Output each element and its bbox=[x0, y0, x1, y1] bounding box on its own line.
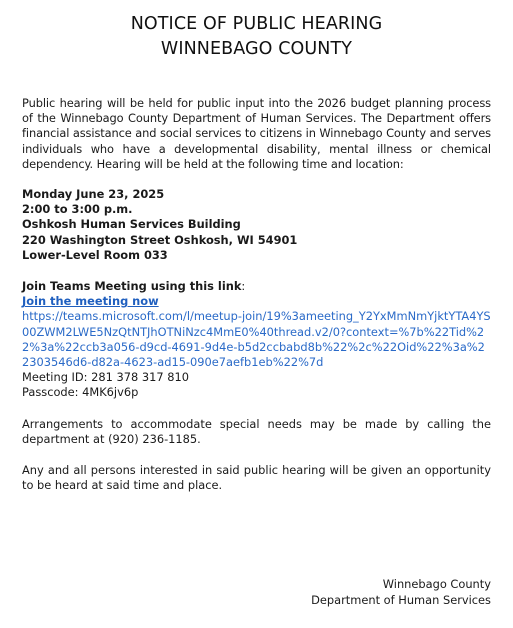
event-time: 2:00 to 3:00 p.m. bbox=[22, 202, 133, 217]
event-building: Oshkosh Human Services Building bbox=[22, 217, 241, 232]
closing-paragraph: Any and all persons interested in said public hearing will be given an opportunity to be heard at said time and place. bbox=[22, 463, 491, 493]
notice-page bbox=[22, 12, 491, 493]
title-line-1: NOTICE OF PUBLIC HEARING bbox=[130, 14, 383, 34]
teams-url-link[interactable]: https://teams.microsoft.com/l/meetup-join/19%3ameeting_Y2YxMmNmYjktYTA4YS00ZWM2LWE5NzQtNTJhOTNiNzc4MmE0%40thread.v2/0?context=%7b%22Tid%22%3a%22ccb3a056-d9cd-4691-9d4e-b5d2ccbabd8b%22%2c%22Oid%22%3a%22303546d6-d82a-4623-ad15-090e7aefb1eb%22%7d bbox=[22, 309, 491, 370]
signature-line-2: Department of Human Services bbox=[311, 593, 491, 607]
event-room: Lower-Level Room 033 bbox=[22, 247, 168, 262]
signature-block bbox=[311, 576, 491, 608]
intro-paragraph: Public hearing will be held for public input into the 2026 budget planning process of the Winnebago County Department of Human Services. The Department offers financial assistance and social services to citizens in Winnebago County and serves individuals who have a developmental disability, mental illness or chemical dependency. Hearing will be held at the following time and location: bbox=[22, 96, 491, 171]
arrangements-paragraph: Arrangements to accommodate special needs may be made by calling the department at (920) 236-1185. bbox=[22, 416, 491, 446]
event-date: Monday June 23, 2025 bbox=[22, 187, 165, 202]
teams-heading-colon: : bbox=[241, 279, 246, 294]
signature-line-1: Winnebago County bbox=[382, 577, 491, 591]
event-details bbox=[22, 187, 491, 263]
teams-section bbox=[22, 279, 491, 401]
teams-heading-line bbox=[22, 279, 491, 294]
teams-heading: Join Teams Meeting using this link bbox=[22, 279, 242, 294]
passcode: Passcode: 4MK6jv6p bbox=[22, 385, 139, 400]
title-line-2: WINNEBAGO COUNTY bbox=[160, 39, 353, 59]
join-meeting-link[interactable]: Join the meeting now bbox=[22, 294, 159, 309]
meeting-id: Meeting ID: 281 378 317 810 bbox=[22, 370, 189, 385]
event-address: 220 Washington Street Oshkosh, WI 54901 bbox=[22, 232, 298, 247]
notice-title bbox=[22, 12, 491, 62]
